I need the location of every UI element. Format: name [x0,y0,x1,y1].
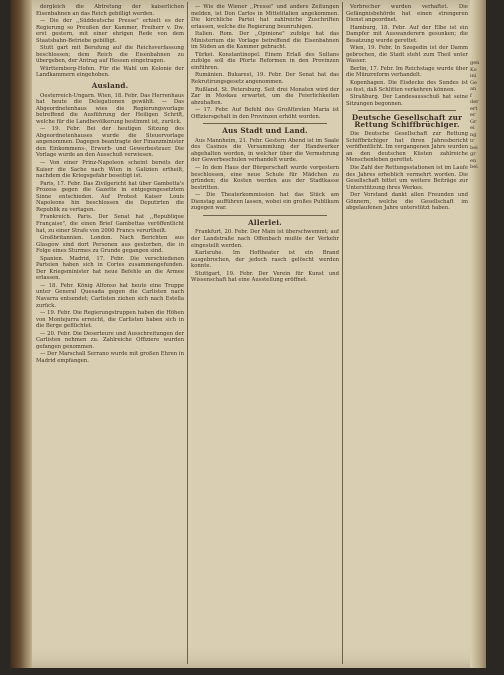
paragraph: — 18. Febr. König Alfonso hat heute eine Truppe unter General Quesada gegen die Carlisten nach Navarra entsendet; Carlisten ziehen sich nach Estella zurück. [36,282,184,309]
fragment-line: bei [470,164,478,170]
fragment-line: bei [470,144,478,151]
section-rule [203,123,327,124]
paragraph: — Wie die Wiener ,,Presse" und andere Zeitungen melden, ist Don Carlos in Mittelitalien angekommen. Die kirchliche Partei hat zahlreiche Zuschriften erlassen, welche die Regierung beunruhigen. [191,4,339,30]
paragraph: Württemberg-Hofen. Für die Wahl um Kolonie der Landkammern eingehoben. [36,65,184,79]
paragraph: — Die Theaterkommission hat das Stück am Dienstag aufführen lassen, wobei ein großes Publikum zugegen war. [191,192,339,212]
paragraph: Karlsruhe. Im Hoftheater ist ein Brand ausgebrochen, der jedoch rasch gelöscht werden konnte. [191,250,339,270]
section-heading-misc: Allerlei. [248,217,282,227]
paragraph: Oesterreich-Ungarn. Wien, 18. Febr. Das Herrenhaus hat heute die Delegationen gewählt. — Das Abgeordnetenhaus wies die Regierungsvorlage betreffend die Ausführung der Heiligen Schrift, welche für die Landbevölkerung bestimmt ist, zurück. [36,92,184,125]
fragment-line: ei [470,125,475,131]
fragment-line: ini [470,73,477,79]
fragment-line: er [470,112,476,118]
column-3 [346,4,468,664]
fragment-line: gr [470,151,476,157]
paragraph: Italien. Rom. Der ,,Opinione" zufolge hat das Ministerium die Vorlage betreffend die Eisenbahnen im Süden an die Kammer gebracht. [191,31,339,51]
fragment-line: ert [470,105,478,112]
paragraph: Stuttgart, 19. Febr. Der Verein für Kunst und Wissenschaft hat eine Ausstellung eröffnet. [191,270,339,284]
paragraph: — 19. Febr. Bei der heutigen Sitzung des Abgeordnetenhauses wurde die Steuervorlage angenommen. Dagegen beantragte der Finanzminister den Einkommens-, Erwerb- und Gewerbesteuer. Die Vorlage wurde an den Ausschuß verwiesen. [36,126,184,159]
column-2 [191,4,339,664]
paragraph: Türkei. Konstantinopel. Einem Erlaß des Sultans zufolge soll die Pforte Reformen in den Provinzen einführen. [191,51,339,71]
paragraph: — 19. Febr. Die Regierungstruppen haben die Höhen von Montejurra erreicht, die Carlisten haben sich in die Berge geflüchtet. [36,310,184,330]
paragraph: — 20. Febr. Die Deserteure und Ausschreitungen der Carlisten nehmen zu. Zahlreiche Offiziere wurden gefangen genommen. [36,330,184,350]
section-heading-society: Deutsche Gesellschaft zur Rettung Schiffbrüchiger. [351,113,463,129]
paragraph: Aus Mannheim, 21. Febr. Gestern Abend ist im Saale des Casinos die Versammlung der Handwerker abgehalten worden, in welcher über die Vermehrung der Gewerbeschulen verhandelt wurde. [191,137,339,164]
paragraph: — Von einer Prinz-Napoleon scheint bereits der Kaiser die Sache nach Wien in Galizien ertheilt, nachdem die Kriegsgefahr beseitigt ist. [36,160,184,180]
paragraph: Frankfurt, 20. Febr. Der Main ist überschwemmt; auf der Landstraße nach Offenbach mußte der Verkehr eingestellt werden. [191,229,339,249]
paragraph: Frankreich. Paris. Der Senat hat ,,Republique Française", die einen Brief Gambettas veröffentlicht hat, zu einer Strafe von 2000 Francs verurtheilt. [36,214,184,234]
fragment-line: ng [470,131,477,138]
fragment-line: Gr [470,118,477,125]
paragraph: dergleich die Abtretung der kaiserlichen Eisenbahnen an das Reich gebilligt werden. [36,4,184,17]
paragraph: Großbritannien. London. Nach Berichten aus Glasgow sind dort Personen aus gestorben, die in Folge eines Sturmes zu Grunde gegangen sind. [36,235,184,255]
paragraph: — Die der ,,Süddeutsche Presse" erhielt es der Regierung so Preußen der Kammer, Freiherr v. Dw. erst gestern, mit einer ehrigen Rede von dem Staatsbahn-Betriebe gebilligt. [36,18,184,44]
paragraph: Die Zahl der Rettungsstationen ist im Laufe des Jahres erheblich vermehrt worden. Die Gesellschaft bittet um weitere Beiträge zur Unterstützung ihres Werkes. [346,165,468,191]
paragraph: Rumänien. Bukarest, 19. Febr. Der Senat hat das Rekrutirungsgesetz angenommen. [191,72,339,86]
paragraph: Hamburg, 18. Febr. Auf der Elbe ist ein Dampfer mit Auswanderern gesunken; die Besatzung wurde gerettet. [346,24,468,44]
paragraph: Spanien. Madrid, 17. Febr. Die verschiedenen Parteien haben sich in Cortes zusammengefunden. Der Kriegsminister hat neue Befehle an die Armee erlassen. [36,255,184,282]
column-divider [342,2,343,664]
fragment-line: der [470,99,479,105]
newspaper-sheet [10,0,486,668]
adjacent-page-fragment [470,60,504,620]
column-divider [187,2,188,664]
paragraph: Der Vorstand dankt allen Freunden und Gönnern, welche die Gesellschaft im abgelaufenen Jahre unterstützt haben. [346,192,468,212]
fragment-line: f [470,92,472,99]
binding-spine [10,0,32,668]
paragraph: — 17. Febr. Auf Befehl des Großfürsten Maria ist Offiziersgehalt in den Provinzen erhöht worden. [191,107,339,120]
section-rule [358,110,456,111]
paragraph: Verbrecher wurden verhaftet. Die Gefängnisbehörde hat einen strengeren Dienst angeordnet. [346,4,468,24]
fragment-line: tr [470,138,475,144]
paragraph: — In dem Haus der Bürgerschaft wurde vorgestern beschlossen, eine neue Schule für Mädchen zu gründen; die Kosten werden aus der Stadtkasse bestritten. [191,165,339,191]
paragraph: Straßburg. Der Landesausschuß hat seine Sitzungen begonnen. [346,94,468,107]
paragraph: Stutt gart mit Berufung auf die Reichsverfassung beschlossen; dem Reich die Eisenbahnen zu übergeben, der Antrag auf Hessen eingetragen. [36,45,184,65]
paragraph: Rußland. St. Petersburg. Seit drei Monaten wird der Zar in Moskau erwartet, um die Feierlichkeiten abzuhalten. [191,86,339,106]
fragment-line: an [470,86,477,92]
paragraph: Paris, 17. Febr. Das Zivilgericht hat über Gambetta's Prozess gegen die Gazette in entgegengesetztem Sinne entschieden. Auf Protest Kaiser Louis Napoleons hin beschlossen die Deputirten die Republik zu vertagen. [36,180,184,213]
section-heading-foreign: Ausland. [91,81,129,91]
section-heading-local: Aus Stadt und Land. [222,126,308,136]
fragment-line: gen [470,60,480,66]
section-rule [203,215,327,216]
paragraph: Die Deutsche Gesellschaft zur Rettung Schiffbrüchiger hat ihren Jahresbericht veröffentlicht. Im vergangenen Jahre wurden an den deutschen Küsten zahlreiche Menschenleben gerettet. [346,131,468,164]
paragraph: — Der Marschall Serrano wurde mit großen Ehren in Madrid empfangen. [36,351,184,364]
column-1 [36,4,184,664]
fragment-line: Ko [470,66,477,73]
paragraph: Wien, 19. Febr. In Szegedin ist der Damm gebrochen, die Stadt steht zum Theil unter Wasser. [346,45,468,65]
fragment-line: en [470,157,477,164]
fragment-line: Ge [470,79,477,86]
paragraph: Kopenhagen. Die Eisdecke des Sundes ist so fest, daß Schlitten verkehren können. [346,80,468,93]
paragraph: Berlin, 17. Febr. Im Reichstage wurde über die Münzreform verhandelt. [346,65,468,79]
